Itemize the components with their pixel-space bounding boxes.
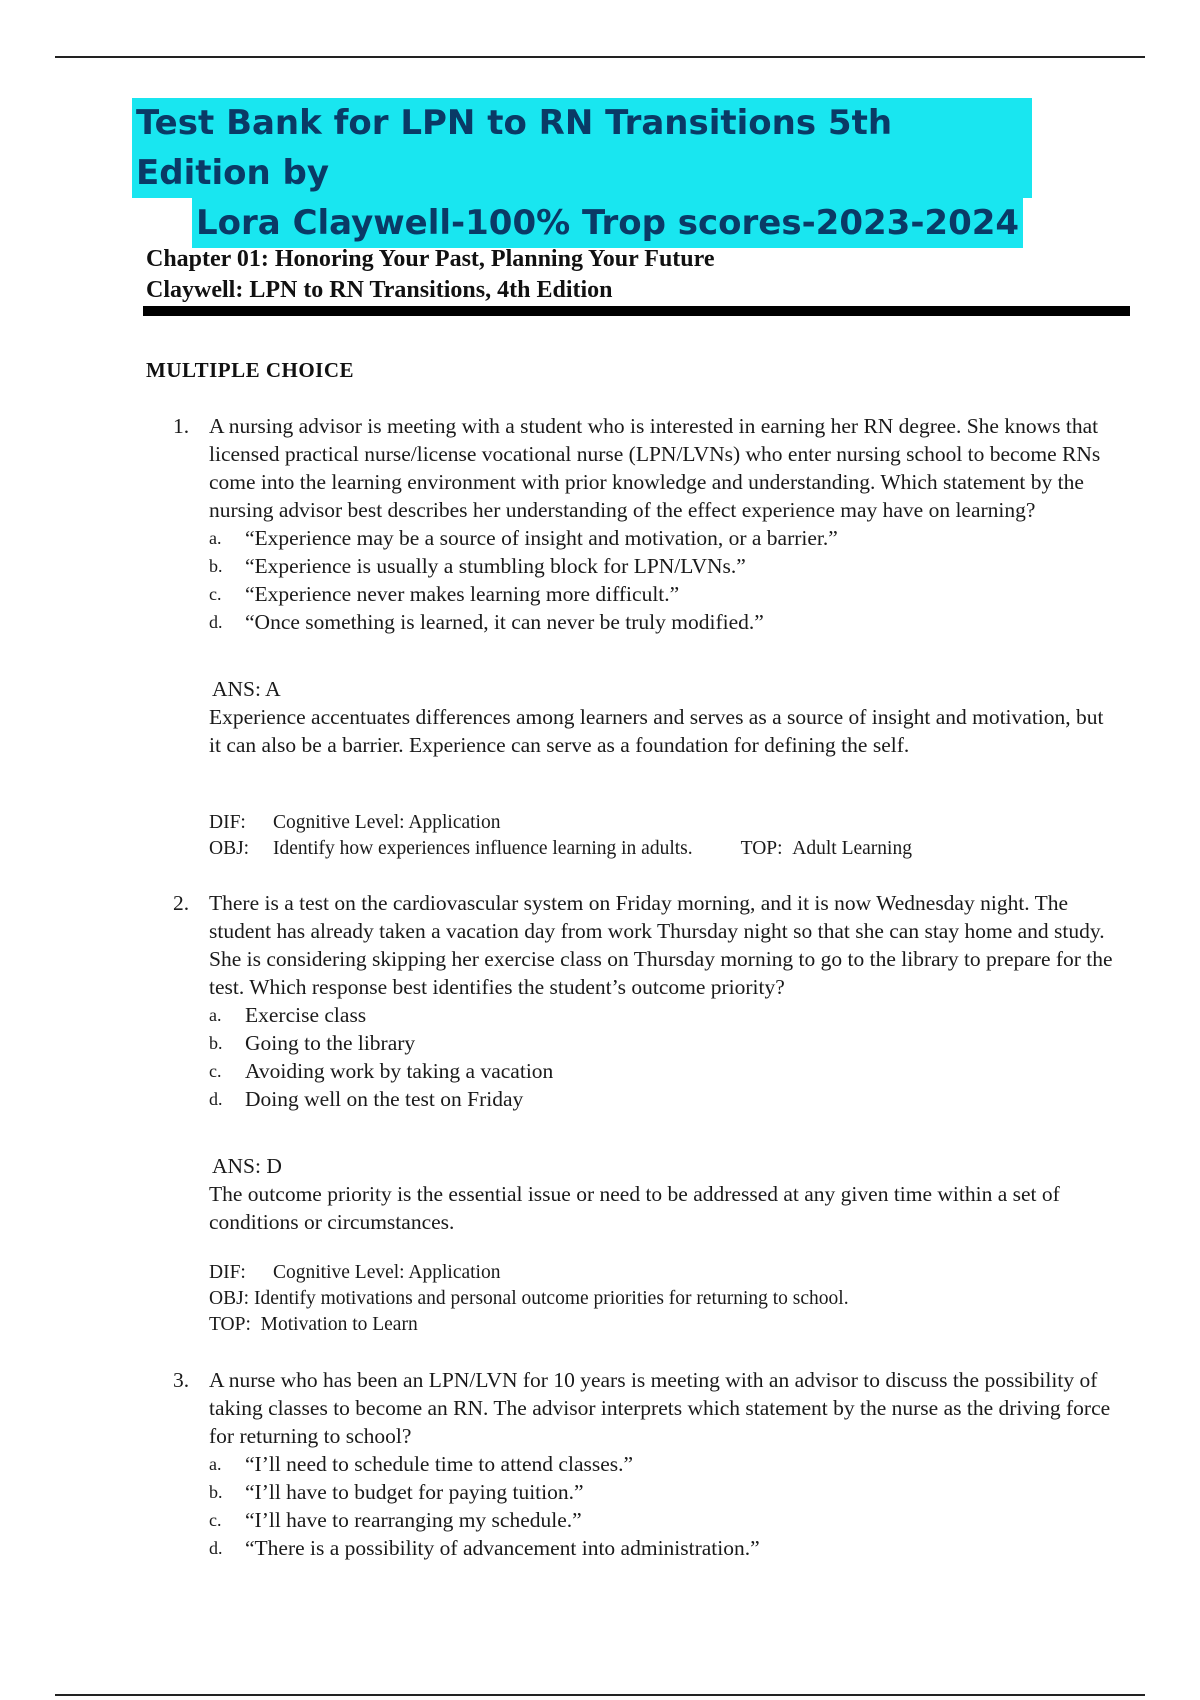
obj-label: OBJ: <box>209 838 250 859</box>
answer-block-1 <box>209 675 1114 759</box>
rationale: Experience accentuates differences among learners and serves as a source of insight and motivation, but it can also be a barrier. Experience can serve as a foundation for defining the self. <box>209 705 1104 757</box>
answer-block-2 <box>209 1152 1114 1236</box>
option-c <box>209 580 1118 608</box>
option-letter: d. <box>209 1089 223 1109</box>
option-text: “Experience never makes learning more difficult.” <box>245 582 680 606</box>
question-stem: There is a test on the cardiovascular system on Friday morning, and it is now Wednesday night. The student has already taken a vacation day from work Thursday night so that she can stay home and study. She is considering skipping her exercise class on Thursday morning to go to the library to prepare for the test. Which response best identifies the student’s outcome priority? <box>209 891 1113 999</box>
option-letter: c. <box>209 584 222 604</box>
meta-block-2 <box>209 1260 1114 1338</box>
obj-value: Identify how experiences influence learning in adults. <box>273 838 693 859</box>
option-letter: c. <box>209 1061 222 1081</box>
question-1 <box>173 412 1118 636</box>
option-letter: c. <box>209 1510 222 1530</box>
top-row: TOP: Motivation to Learn <box>209 1314 418 1335</box>
book-title: Claywell: LPN to RN Transitions, 4th Edition <box>146 277 613 303</box>
title-line-2: Lora Claywell-100% Trop scores-2023-2024 <box>192 198 1023 248</box>
obj-row: OBJ: Identify motivations and personal outcome priorities for returning to school. <box>209 1288 849 1309</box>
option-letter: b. <box>209 1482 223 1502</box>
option-text: “There is a possibility of advancement into administration.” <box>245 1536 760 1560</box>
answer-key: ANS: D <box>212 1154 282 1178</box>
option-d <box>209 608 1118 636</box>
question-2 <box>173 889 1118 1113</box>
dif-row <box>209 1260 1114 1286</box>
option-text: Exercise class <box>245 1003 367 1027</box>
question-stem: A nursing advisor is meeting with a student who is interested in earning her RN degree. She knows that licensed practical nurse/license vocational nurse (LPN/LVNs) who enter nursing school to become RNs come into the learning environment with prior knowledge and understanding. Which statement by the nursing advisor best describes her understanding of the effect experience may have on learning? <box>209 414 1101 522</box>
question-number: 3. <box>173 1368 190 1392</box>
chapter-title: Chapter 01: Honoring Your Past, Planning Your Future <box>146 246 715 272</box>
option-c <box>209 1506 1118 1534</box>
option-letter: b. <box>209 556 223 576</box>
top-value: Adult Learning <box>792 838 912 859</box>
top-rule <box>55 56 1145 58</box>
question-3 <box>173 1366 1118 1562</box>
option-letter: a. <box>209 528 222 548</box>
dif-label: DIF: <box>209 812 246 833</box>
option-d <box>209 1085 1118 1113</box>
option-text: “Experience is usually a stumbling block for LPN/LVNs.” <box>245 554 746 578</box>
option-text: Doing well on the test on Friday <box>245 1087 524 1111</box>
chapter-divider <box>143 306 1130 316</box>
option-text: Going to the library <box>245 1031 416 1055</box>
rationale: The outcome priority is the essential issue or need to be addressed at any given time within a set of conditions or circumstances. <box>209 1182 1060 1234</box>
option-text: “I’ll have to budget for paying tuition.” <box>245 1480 584 1504</box>
dif-label: DIF: <box>209 1262 246 1283</box>
option-letter: b. <box>209 1033 223 1053</box>
option-text: “I’ll have to rearranging my schedule.” <box>245 1508 582 1532</box>
option-c <box>209 1057 1118 1085</box>
top-label: TOP: <box>740 838 783 859</box>
meta-block-1 <box>209 810 1114 862</box>
option-a <box>209 1450 1118 1478</box>
option-b <box>209 552 1118 580</box>
document-title <box>132 98 1032 248</box>
dif-value: Cognitive Level: Application <box>273 812 501 833</box>
dif-row <box>209 810 1114 836</box>
option-b <box>209 1478 1118 1506</box>
option-list <box>209 1450 1118 1562</box>
obj-row <box>209 836 1114 862</box>
option-a <box>209 1001 1118 1029</box>
option-d <box>209 1534 1118 1562</box>
section-heading: MULTIPLE CHOICE <box>146 358 355 382</box>
option-letter: d. <box>209 612 223 632</box>
option-list <box>209 1001 1118 1113</box>
answer-key: ANS: A <box>212 677 281 701</box>
dif-value: Cognitive Level: Application <box>273 1262 501 1283</box>
option-text: “I’ll need to schedule time to attend classes.” <box>245 1452 634 1476</box>
question-stem: A nurse who has been an LPN/LVN for 10 years is meeting with an advisor to discuss the possibility of taking classes to become an RN. The advisor interprets which statement by the nurse as the driving force for returning to school? <box>209 1368 1111 1448</box>
option-text: “Experience may be a source of insight and motivation, or a barrier.” <box>245 526 838 550</box>
option-a <box>209 524 1118 552</box>
option-letter: a. <box>209 1005 222 1025</box>
option-list <box>209 524 1118 636</box>
option-text: “Once something is learned, it can never be truly modified.” <box>245 610 764 634</box>
title-line-1: Test Bank for LPN to RN Transitions 5th Edition by <box>132 98 1032 198</box>
option-b <box>209 1029 1118 1057</box>
chapter-heading <box>146 244 715 306</box>
option-text: Avoiding work by taking a vacation <box>245 1059 554 1083</box>
option-letter: a. <box>209 1454 222 1474</box>
question-number: 1. <box>173 414 190 438</box>
option-letter: d. <box>209 1538 223 1558</box>
question-number: 2. <box>173 891 190 915</box>
bottom-rule <box>55 1694 1145 1696</box>
